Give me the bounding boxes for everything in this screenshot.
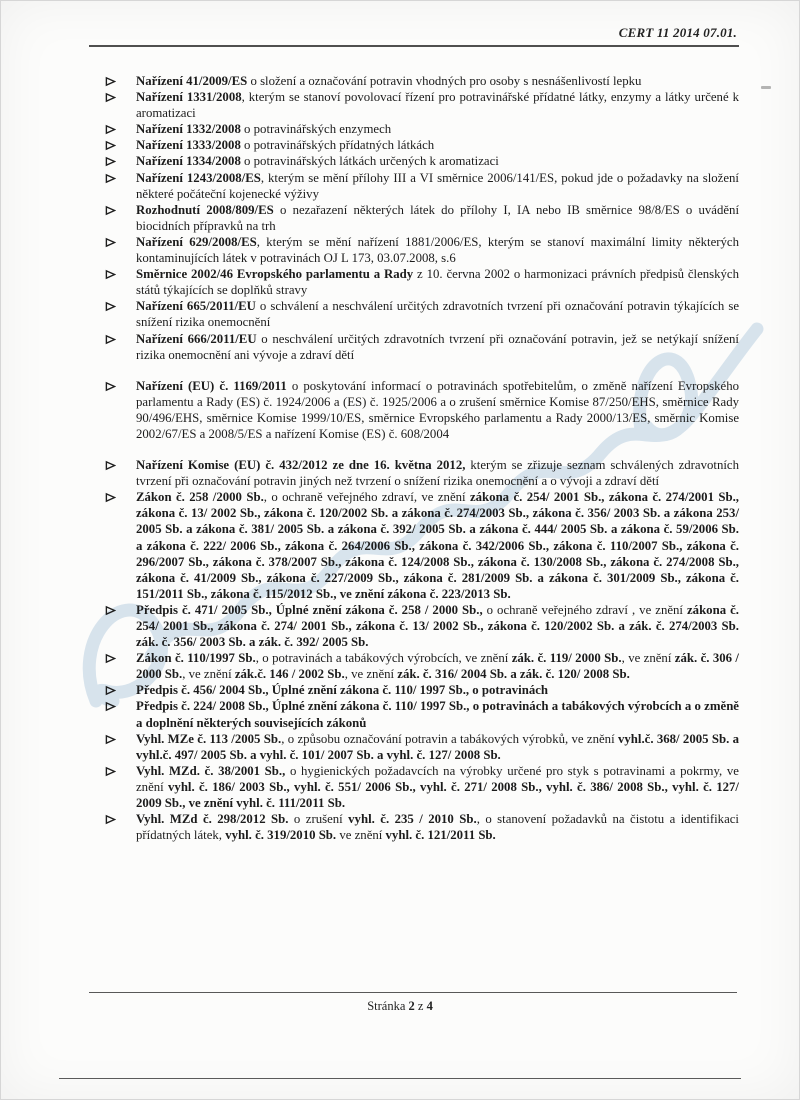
arrow-bullet-icon: [105, 733, 116, 744]
text-segment-bold: Nařízení 1243/2008/ES: [136, 170, 261, 185]
text-segment: o potravinářských enzymech: [240, 122, 392, 137]
text-segment-bold: Předpis č. 471/ 2005 Sb., Úplné znění zákona č. 258 / 2000 Sb.,: [136, 602, 483, 617]
list-item-text: [136, 138, 434, 152]
text-segment-bold: Nařízení 1334/2008: [136, 154, 241, 169]
text-segment: , ve znění: [344, 667, 398, 682]
text-segment: o neschválení určitých zdravotních tvrzení při označování potravin, jež se netýkají snížení rizika onemocnění ani vývoje a zdraví dětí: [136, 331, 739, 362]
list-item: [89, 137, 739, 153]
list-item: [89, 650, 739, 682]
arrow-bullet-icon: [105, 604, 116, 615]
arrow-bullet-icon: [105, 204, 116, 215]
list-item: [89, 266, 739, 298]
list-item: [89, 457, 739, 489]
text-segment-bold: Nařízení 665/2011/EU: [136, 299, 256, 314]
text-segment: o zrušení: [288, 812, 349, 827]
text-segment: o potravinářských látkách určených k aromatizaci: [240, 154, 499, 169]
list-item-text: [136, 812, 739, 842]
list-item-text: [136, 235, 739, 265]
list-item: [89, 298, 739, 330]
list-item-text: [136, 203, 739, 233]
text-segment: , o způsobu označování potravin a tabákových výrobků, ve znění: [281, 731, 618, 746]
text-segment: , kterým se mění nařízení 1881/2006/ES, kterým se stanoví maximální limity některých kontaminujících látek v potravinách OJ L 173, 03.07.2008, s.6: [136, 234, 739, 266]
arrow-bullet-icon: [105, 684, 116, 695]
text-segment-bold: zák. č. 306 / 2000 Sb.: [136, 651, 739, 682]
text-segment-bold: Nařízení 41/2009/ES: [136, 74, 248, 88]
list-item: [89, 121, 739, 137]
text-segment: ve znění: [336, 828, 386, 843]
arrow-bullet-icon: [105, 813, 116, 824]
text-segment: o hygienických požadavcích na výrobky určené pro styk s potravinami a pokrmy, ve znění: [136, 763, 739, 794]
arrow-bullet-icon: [105, 652, 116, 663]
text-segment-bold: zákona č. 254/ 2001 Sb., zákona č. 274/2001 Sb., zákona č. 13/ 2002 Sb., zákona č. 120/2002 Sb. a zákona č. 274/2003 Sb., zákona č. 356/ 2003 Sb. a zákona 253/ 2005 Sb. a zákona č. 381/ 2005 Sb. a zákona č. 392/ 2005 Sb. a zákona č. 444/ 2005 Sb. a zákona č. 59/2006 Sb. a zákona č. 222/ 2006 Sb., zákona č. 264/2006 Sb., zákona č. 342/2006 Sb., zákona č. 110/2007 Sb., zákona č. 296/2007 Sb., zákona č. 378/2007 Sb., zákona č. 124/2008 Sb., zákona č. 130/2008 Sb., zákona č. 274/2008 Sb., zákona č. 41/2009 Sb., zákona č. 227/2009 Sb., zákona č. 281/2009 Sb. a zákona č. 301/2009 Sb., zákona č. 151/2011 Sb., zákona č. 115/2012 Sb., ve znění zákona č. 223/2013 Sb.: [136, 490, 739, 601]
text-segment: o složení a označování potravin vhodných pro osoby s nesnášenlivostí lepku: [247, 74, 642, 88]
text-segment: o potravinářských přídatných látkách: [240, 138, 435, 153]
text-segment-bold: Vyhl. MZd č. 298/2012 Sb.: [136, 812, 289, 827]
list-item-text: [136, 122, 391, 136]
text-segment-bold: Vyhl. MZe č. 113 /2005 Sb.: [136, 731, 282, 746]
document-reference: CERT 11 2014 07.01.: [618, 25, 737, 40]
list-item-text: [136, 699, 739, 729]
text-segment: , o potravinách a tabákových výrobcích, ve znění: [255, 651, 512, 666]
text-segment: , o stanovení požadavků na čistotu a identifikaci přídatných látek,: [136, 812, 739, 843]
arrow-bullet-icon: [105, 123, 116, 134]
text-segment-bold: Vyhl. MZd. č. 38/2001 Sb.,: [136, 763, 286, 778]
footer-rule: [89, 992, 737, 993]
text-segment-bold: Nařízení 1333/2008: [136, 138, 241, 153]
list-item-text: [136, 732, 739, 762]
arrow-bullet-icon: [105, 333, 116, 344]
arrow-bullet-icon: [105, 268, 116, 279]
list-item: [89, 489, 739, 602]
text-segment-bold: Nařízení (EU) č. 1169/2011: [136, 378, 287, 393]
scan-artifact: [761, 86, 771, 89]
list-item-text: [136, 683, 548, 697]
arrow-bullet-icon: [105, 236, 116, 247]
list-item: [89, 731, 739, 763]
text-segment-bold: Směrnice 2002/46 Evropského parlamentu a Rady: [136, 267, 414, 282]
arrow-bullet-icon: [105, 75, 116, 86]
arrow-bullet-icon: [105, 491, 116, 502]
arrow-bullet-icon: [105, 380, 116, 391]
arrow-bullet-icon: [105, 139, 116, 150]
text-segment-bold: Zákon č. 110/1997 Sb.: [136, 651, 256, 666]
list-item-text: [136, 379, 739, 441]
text-segment-bold: zák.č. 146 / 2002 Sb.: [234, 667, 345, 682]
text-segment-bold: vyhl. č. 319/2010 Sb.: [225, 828, 337, 843]
text-segment: o nezařazení některých látek do přílohy I, IA nebo IB směrnice 98/8/ES o uvádění biocidních přípravků na trh: [136, 202, 739, 233]
text-segment-bold: Rozhodnutí 2008/809/ES: [136, 202, 274, 217]
text-segment-bold: vyhl. č. 235 / 2010 Sb.: [348, 812, 477, 827]
text-segment-bold: vyhl. č. 121/2011 Sb.: [385, 828, 496, 843]
list-item-text: [136, 154, 499, 168]
arrow-bullet-icon: [105, 155, 116, 166]
text-segment: z: [414, 999, 427, 1013]
regulation-list: [89, 73, 739, 843]
list-item: [89, 378, 739, 442]
text-segment-bold: zákona č. 254/ 2001 Sb., zákona č. 274/ 2001 Sb., zákona č. 13/ 2002 Sb., zákona č. 120/2002 Sb. a zák. č. 274/2003 Sb. zák. č. 356/ 2003 Sb. a zák. č. 392/ 2005 Sb.: [136, 602, 739, 650]
list-item: [89, 234, 739, 266]
arrow-bullet-icon: [105, 700, 116, 711]
text-segment: , o ochraně veřejného zdraví, ve znění: [263, 490, 470, 505]
text-segment-bold: Předpis č. 456/ 2004 Sb., Úplné znění zákona č. 110/ 1997 Sb., o potravinách: [136, 683, 549, 698]
list-item: [89, 698, 739, 730]
list-item-text: [136, 651, 739, 681]
text-segment-bold: Zákon č. 258 /2000 Sb.: [136, 490, 264, 505]
list-item-text: [136, 764, 739, 810]
text-segment: , kterým se mění přílohy III a VI směrnice 2006/141/ES, pokud jde o požadavky na složení některé počáteční kojenecké výživy: [136, 170, 739, 201]
arrow-bullet-icon: [105, 91, 116, 102]
list-item-text: [136, 74, 641, 88]
arrow-bullet-icon: [105, 300, 116, 311]
list-item: [89, 331, 739, 363]
text-segment-bold: vyhl.č. 368/ 2005 Sb. a vyhl.č. 497/ 2005 Sb. a vyhl. č. 101/ 2007 Sb. a vyhl. č. 127/ 2008 Sb.: [136, 731, 739, 762]
list-item: [89, 202, 739, 234]
text-segment-bold: Předpis č. 224/ 2008 Sb., Úplné znění zákona č. 110/ 1997 Sb., o potravinách a tabákových výrobcích a o změně a doplnění některých souvisejících zákonů: [136, 699, 739, 730]
list-item: [89, 763, 739, 811]
list-item-text: [136, 458, 739, 488]
arrow-bullet-icon: [105, 172, 116, 183]
list-item: [89, 153, 739, 169]
bottom-edge-rule: [59, 1078, 741, 1079]
text-segment-bold: 4: [426, 999, 433, 1013]
text-segment-bold: Nařízení Komise (EU) č. 432/2012 ze dne 16. května 2012,: [136, 458, 466, 473]
text-segment-bold: Nařízení 629/2008/ES: [136, 234, 257, 249]
arrow-bullet-icon: [105, 459, 116, 470]
list-item-text: [136, 490, 739, 601]
text-segment-bold: Nařízení 1331/2008: [136, 90, 242, 105]
text-segment: , kterým se stanoví povolovací řízení pro potravinářské přídatné látky, enzymy a látky určené k aromatizaci: [136, 90, 739, 121]
text-segment: o schválení a neschválení určitých zdravotních tvrzení při označování potravin týkajících se snížení rizika onemocnění: [136, 299, 740, 330]
list-item-text: [136, 267, 739, 297]
list-item-text: [136, 90, 739, 120]
list-item-text: [136, 299, 739, 329]
text-segment-bold: Nařízení 1332/2008: [136, 122, 241, 137]
text-segment: kterým se zřizuje seznam schválených zdravotních tvrzení při označování potravin jiných než tvrzení o snížení rizika onemocnění a o vývoji a zdraví dětí: [136, 458, 739, 489]
text-segment: , ve znění: [182, 667, 235, 682]
list-item: [89, 602, 739, 650]
header-rule: [89, 45, 739, 47]
text-segment: o poskytování informací o potravinách spotřebitelům, o změně nařízení Evropského parlamentu a Rady (ES) č. 1924/2006 a (ES) č. 1925/2006 a o zrušení směrnice Komise 87/250/EHS, směrnice Rady 90/496/EHS, směrnice Komise 1999/10/ES, směrnice Evropského parlamentu a Rady 2000/13/ES, směrnic Komise 2002/67/ES a 2008/5/ES a nařízení Komise (ES) č. 608/2004: [136, 378, 739, 441]
text-segment-bold: zák. č. 316/ 2004 Sb. a zák. č. 120/ 2008 Sb.: [397, 667, 630, 682]
list-item: [89, 682, 739, 698]
text-segment-bold: 2: [408, 999, 415, 1013]
text-segment-bold: vyhl. č. 186/ 2003 Sb., vyhl. č. 551/ 2006 Sb., vyhl. č. 271/ 2008 Sb., vyhl. č. 386/ 2008 Sb., vyhl. č. 127/ 2009 Sb., ve znění vyhl. č. 111/2011 Sb.: [136, 779, 739, 811]
list-item-text: [136, 171, 739, 201]
text-segment-bold: zák. č. 119/ 2000 Sb.: [511, 651, 622, 666]
text-segment-bold: Nařízení 666/2011/EU: [136, 331, 257, 346]
list-item-text: [136, 332, 739, 362]
list-item: [89, 73, 739, 89]
list-item: [89, 89, 739, 121]
text-segment: , ve znění: [621, 651, 675, 666]
text-segment: z 10. června 2002 o harmonizaci právních předpisů členských států týkajících se doplňků stravy: [136, 267, 740, 298]
arrow-bullet-icon: [105, 765, 116, 776]
list-item: [89, 811, 739, 843]
list-item-text: [136, 603, 739, 649]
list-item: [89, 170, 739, 202]
text-segment: o ochraně veřejného zdraví , ve znění: [482, 602, 687, 617]
page-number: [1, 999, 799, 1014]
text-segment: Stránka: [367, 999, 409, 1013]
